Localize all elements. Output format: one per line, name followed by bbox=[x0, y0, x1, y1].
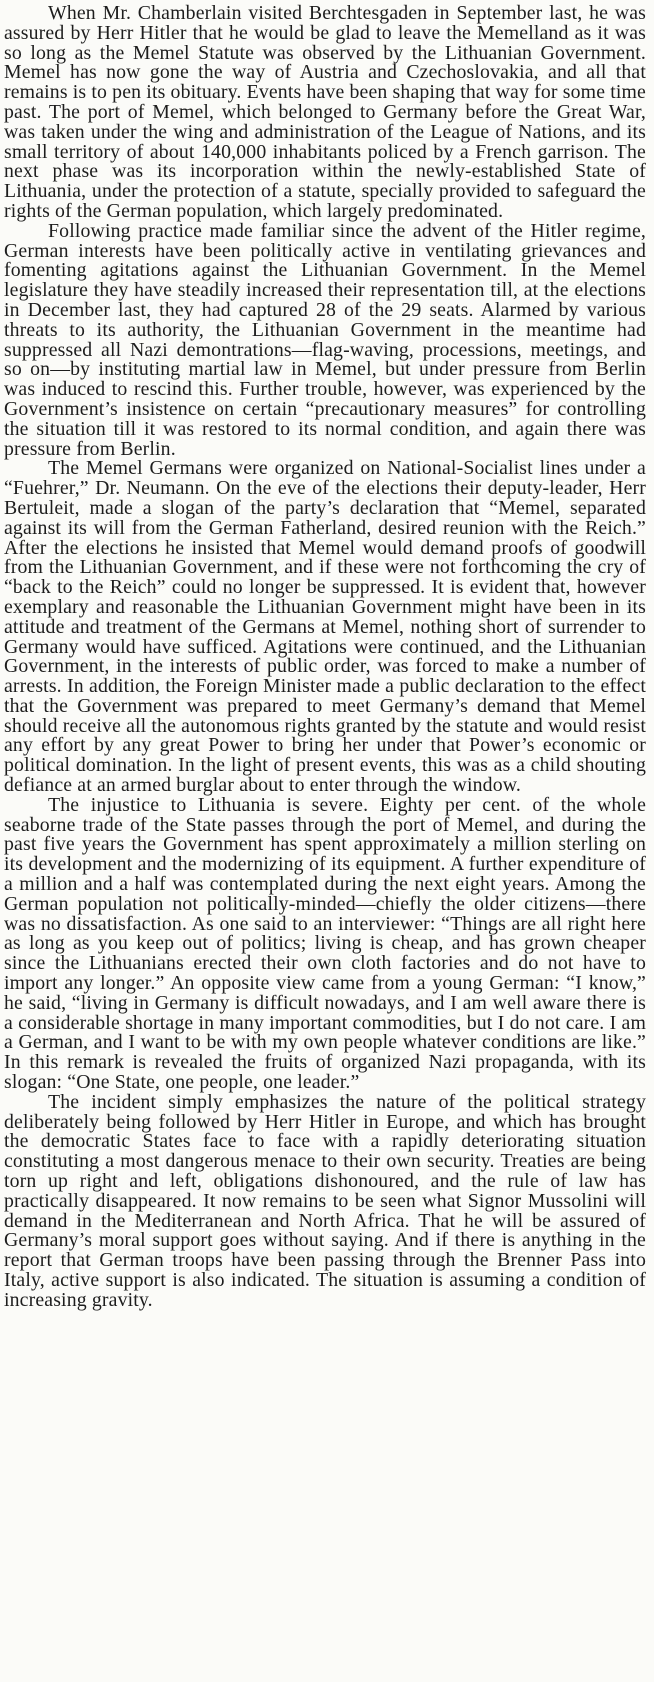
paragraph-chamberlain-berchtesgaden: When Mr. Chamberlain visited Berchtesgaden in September last, he was assured by Herr Hitler that he would be glad to leave the Memelland as it was so long as the Memel Statute was observed by the Lithuanian Government. Memel has now gone the way of Austria and Czechoslovakia, and all that remains is to pen its obituary. Events have been shaping that way for some time past. The port of Memel, which belonged to Germany before the Great War, was taken under the wing and administration of the League of Nations, and its small territory of about 140,000 inhabitants policed by a French garrison. The next phase was its incorporation within the newly-established State of Lithuania, under the protection of a statute, specially provided to safeguard the rights of the German population, which largely predominated. bbox=[4, 2, 646, 222]
article-body bbox=[4, 4, 646, 1311]
paragraph-injustice-to-lithuania: The injustice to Lithuania is severe. Eighty per cent. of the whole seaborne trade of the State passes through the port of Memel, and during the past five years the Government has spent approximately a million sterling on its development and the modernizing of its equipment. A further expenditure of a million and a half was contemplated during the next eight years. Among the German population not politically-minded—chiefly the older citizens—there was no dissatisfaction. As one said to an interviewer: “Things are all right here as long as you keep out of politics; living is cheap, and has grown cheaper since the Lithuanians erected their own cloth factories and do not have to import any longer.” An opposite view came from a young German: “I know,” he said, “living in Germany is difficult nowadays, and I am well aware there is a considerable shortage in many important commodities, but I do not care. I am a German, and I want to be with my own people whatever conditions are like.” In this remark is revealed the fruits of organized Nazi propaganda, with its slogan: “One State, one people, one leader.” bbox=[4, 793, 646, 1094]
paragraph-political-strategy: The incident simply emphasizes the nature of the political strategy deliberately being followed by Herr Hitler in Europe, and which has brought the democratic States face to face with a rapidly deteriorating situation constituting a most dangerous menace to their own security. Treaties are being torn up right and left, obligations dishonoured, and the rule of law has practically disappeared. It now remains to be seen what Signor Mussolini will demand in the Mediterranean and North Africa. That he will be assured of Germany’s moral support goes without saying. And if there is anything in the report that German troops have been passing through the Brenner Pass into Italy, active support is also indicated. The situation is assuming a condition of increasing gravity. bbox=[4, 1090, 646, 1311]
paragraph-memel-germans: The Memel Germans were organized on National-Socialist lines under a “Fuehrer,” Dr. Neumann. On the eve of the elections their deputy-leader, Herr Bertuleit, made a slogan of the party’s declaration that “Memel, separated against its will from the German Fatherland, desired reunion with the Reich.” After the elections he insisted that Memel would demand proofs of goodwill from the Lithuanian Government, and if these were not forthcoming the cry of “back to the Reich” could no longer be suppressed. It is evident that, however exemplary and reasonable the Lithuanian Government might have been in its attitude and treatment of the Germans at Memel, nothing short of surrender to Germany would have sufficed. Agitations were continued, and the Lithuanian Government, in the interests of public order, was forced to make a number of arrests. In addition, the Foreign Minister made a public declaration to the effect that the Government was prepared to meet Germany’s demand that Memel should receive all the autonomous rights granted by the statute and would resist any effort by any great Power to bring her under that Power’s economic or political domination. In the light of present events, this was as a child shouting defiance at an armed burglar about to enter through the window. bbox=[4, 457, 646, 797]
paragraph-hitler-regime-agitation: Following practice made familiar since the advent of the Hitler regime, German interests have been politically active in ventilating grievances and fomenting agitations against the Lithuanian Government. In the Memel legislature they have steadily increased their representation till, at the elections in December last, they had captured 28 of the 29 seats. Alarmed by various threats to its authority, the Lithuanian Government in the meantime had suppressed all Nazi demontrations—flag-waving, processions, meetings, and so on—by instituting martial law in Memel, but under pressure from Berlin was induced to rescind this. Further trouble, however, was experienced by the Government’s insistence on certain “precautionary measures” for controlling the situation till it was restored to its normal condition, and again there was pressure from Berlin. bbox=[4, 219, 646, 460]
